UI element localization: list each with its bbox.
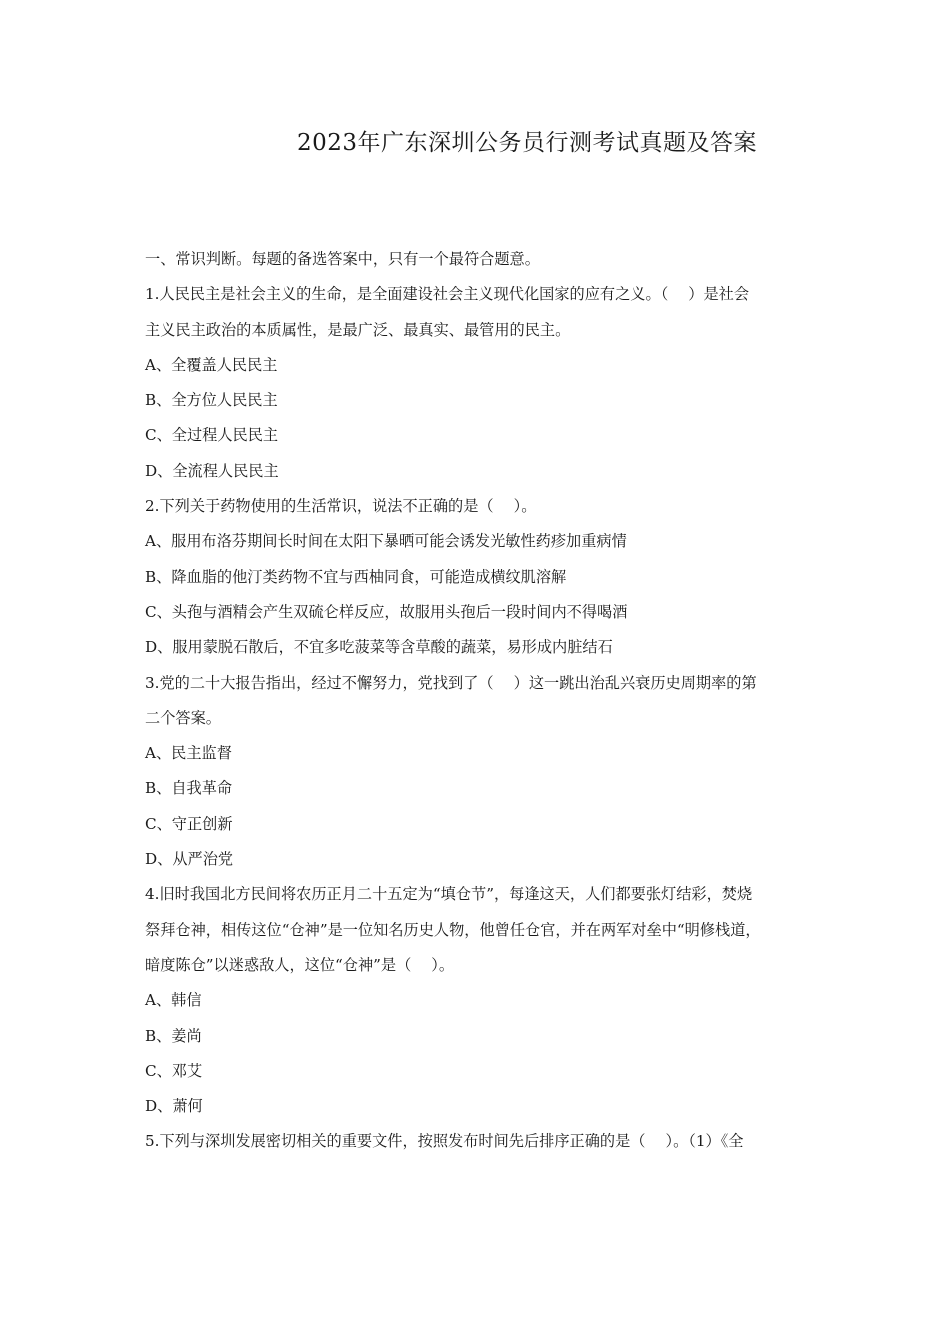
text-line: A、全覆盖人民民主 (145, 355, 278, 374)
text-line: C、守正创新 (145, 814, 233, 833)
text-line: B、姜尚 (145, 1026, 202, 1045)
text-line: D、全流程人民民主 (145, 461, 279, 480)
text-line: C、邓艾 (145, 1061, 203, 1080)
text-line: B、降血脂的他汀类药物不宜与西柚同食，可能造成横纹肌溶解 (145, 567, 567, 586)
text-line: A、民主监督 (145, 744, 232, 763)
text-line: B、自我革命 (145, 779, 233, 798)
text-line: 主义民主政治的本质属性，是最广泛、最真实、最管用的民主。 (145, 320, 571, 339)
page-title: 2023年广东深圳公务员行测考试真题及答案 (297, 130, 758, 156)
text-line: A、韩信 (145, 991, 202, 1010)
text-line: 暗度陈仓”以迷惑敌人，这位“仓神”是（ ）。 (145, 955, 455, 974)
text-line: D、从严治党 (145, 850, 234, 869)
text-line: C、全过程人民民主 (145, 426, 279, 445)
text-line: A、服用布洛芬期间长时间在太阳下暴晒可能会诱发光敏性药疹加重病情 (145, 532, 627, 551)
text-line: 一、常识判断。每题的备选答案中，只有一个最符合题意。 (145, 250, 540, 268)
text-line: 3.党的二十大报告指出，经过不懈努力，党找到了（ ）这一跳出治乱兴衰历史周期率的第 (145, 673, 757, 692)
text-line: 2.下列关于药物使用的生活常识，说法不正确的是（ ）。 (145, 497, 537, 516)
text-line: 4.旧时我国北方民间将农历正月二十五定为“填仓节”，每逢这天，人们都要张灯结彩，焚烧 (145, 885, 753, 904)
text-line: 祭拜仓神，相传这位“仓神”是一位知名历史人物，他曾任仓官，并在两军对垒中“明修栈道， (145, 920, 761, 939)
text-line: 1.人民民主是社会主义的生命，是全面建设社会主义现代化国家的应有之义。（ ）是社会 (145, 285, 750, 304)
document-body (145, 242, 835, 1160)
text-line: D、萧何 (145, 1097, 203, 1116)
text-line: 二个答案。 (145, 708, 221, 727)
text-line: D、服用蒙脱石散后，不宜多吃菠菜等含草酸的蔬菜，易形成内脏结石 (145, 638, 613, 657)
text-line: C、头孢与酒精会产生双硫仑样反应，故服用头孢后一段时间内不得喝酒 (145, 602, 628, 621)
text-line: B、全方位人民民主 (145, 391, 278, 410)
text-line: 5.下列与深圳发展密切相关的重要文件，按照发布时间先后排序正确的是（ ）。（1）《全 (145, 1132, 744, 1151)
